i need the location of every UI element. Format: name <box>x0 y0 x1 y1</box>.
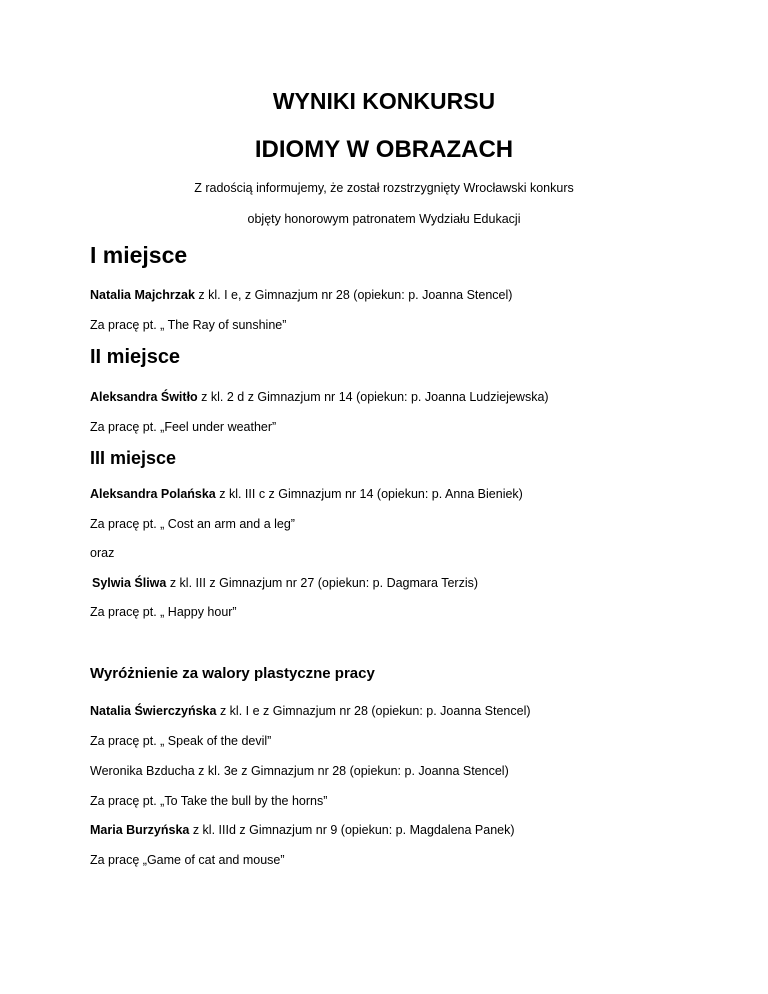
winner-details: Weronika Bzducha z kl. 3e z Gimnazjum nr 28 (opiekun: p. Joanna Stencel) <box>90 764 509 778</box>
entry-work-title: Za pracę pt. „ Speak of the devil” <box>90 734 272 748</box>
document-subtitle: IDIOMY W OBRAZACH <box>254 136 514 163</box>
heading-distinction: Wyróżnienie za walory plastyczne pracy <box>90 665 375 682</box>
winner-details: z kl. III z Gimnazjum nr 27 (opiekun: p. Dagmara Terzis) <box>166 576 479 590</box>
entry-work-title: Za pracę pt. „To Take the bull by the horns” <box>90 794 328 808</box>
entry-winner-line <box>90 487 523 501</box>
entry-work-title: Za pracę „Game of cat and mouse” <box>90 853 285 867</box>
heading-first-place: I miejsce <box>90 242 188 268</box>
heading-second-place: II miejsce <box>90 346 181 368</box>
entry-winner-line <box>90 288 512 302</box>
entry-winner-line <box>90 823 515 837</box>
winner-name: Natalia Świerczyńska <box>90 704 217 718</box>
winner-name: Aleksandra Świtło <box>90 390 198 404</box>
winner-details: z kl. III c z Gimnazjum nr 14 (opiekun: p. Anna Bieniek) <box>215 487 523 501</box>
entry-work-title: Za pracę pt. „ Cost an arm and a leg” <box>90 517 295 531</box>
entry-winner-line <box>90 390 549 404</box>
entry-winner-line <box>92 576 478 590</box>
winner-details: z kl. I e, z Gimnazjum nr 28 (opiekun: p. Joanna Stencel) <box>194 288 513 302</box>
document-title: WYNIKI KONKURSU <box>272 88 496 114</box>
winner-details: z kl. 2 d z Gimnazjum nr 14 (opiekun: p. Joanna Ludziejewska) <box>197 390 549 404</box>
winner-name: Maria Burzyńska <box>90 823 190 837</box>
winner-name: Natalia Majchrzak <box>90 288 195 302</box>
heading-third-place: III miejsce <box>90 448 177 468</box>
entry-winner-line <box>90 764 509 778</box>
winner-details: z kl. I e z Gimnazjum nr 28 (opiekun: p. Joanna Stencel) <box>216 704 531 718</box>
entry-work-title: Za pracę pt. „ The Ray of sunshine” <box>90 318 287 332</box>
separator-text: oraz <box>90 546 115 560</box>
winner-details: z kl. IIId z Gimnazjum nr 9 (opiekun: p. Magdalena Panek) <box>189 823 515 837</box>
winner-name: Aleksandra Polańska <box>90 487 216 501</box>
intro-line-1: Z radością informujemy, że został rozstrzygnięty Wrocławski konkurs <box>194 181 574 195</box>
entry-work-title: Za pracę pt. „Feel under weather” <box>90 420 277 434</box>
winner-name: Sylwia Śliwa <box>92 576 167 590</box>
intro-line-2: objęty honorowym patronatem Wydziału Edukacji <box>247 212 521 226</box>
entry-winner-line <box>90 704 531 718</box>
entry-work-title: Za pracę pt. „ Happy hour” <box>90 605 237 619</box>
